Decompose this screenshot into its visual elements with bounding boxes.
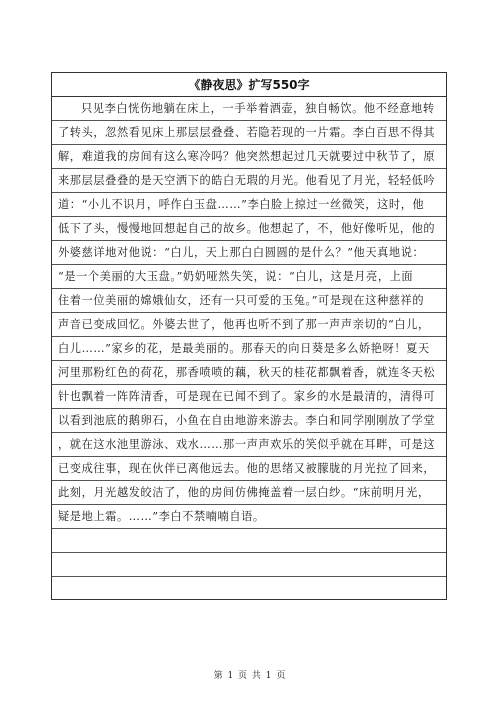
text-line: 已变成往事，现在伙伴已离他远去。他的思绪又被朦胧的月光拉了回来， (52, 457, 446, 481)
text-lines (52, 97, 446, 601)
text-line: 声音已变成回忆。外婆去世了，他再也听不到了那一声声亲切的“白儿， (52, 313, 446, 337)
text-line (52, 529, 446, 553)
text-line: 只见李白恍伤地躺在床上，一手举着酒壶，独自畅饮。他不经意地转 (52, 97, 446, 121)
text-line: “是一个美丽的大玉盘。”奶奶哑然失笑，说：“白儿，这是月亮，上面 (52, 265, 446, 289)
text-line: 以看到池底的鹅卵石，小鱼在自由地游来游去。李白和同学刚刚放了学堂 (52, 409, 446, 433)
lined-paper (51, 72, 447, 600)
text-line: ，就在这水池里游泳、戏水……那一声声欢乐的笑似乎就在耳畔，可是这 (52, 433, 446, 457)
text-line (52, 553, 446, 577)
text-line: 外婆慈详地对他说：“白儿，天上那白白圆圆的是什么？”他天真地说： (52, 241, 446, 265)
text-line: 疑是地上霜。……”李白不禁喃喃自语。 (52, 505, 446, 529)
text-line: 来那层层叠叠的是天空洒下的皓白无瑕的月光。他看见了月光，轻轻低吟 (52, 169, 446, 193)
text-line: 低下了头，慢慢地回想起自己的故乡。他想起了，不，他好像听见，他的 (52, 217, 446, 241)
document-title: 《静夜思》扩写550字 (52, 73, 446, 97)
text-line: 此刻，月光越发皎洁了，他的房间仿佛掩盖着一层白纱。“床前明月光， (52, 481, 446, 505)
text-line: 住着一位美丽的嫦娥仙女，还有一只可爱的玉兔。”可是现在这种慈祥的 (52, 289, 446, 313)
text-line: 河里那粉红色的荷花，那香喷喷的藕，秋天的桂花都飘着香，就连冬天松 (52, 361, 446, 385)
text-line: 白儿……”家乡的花，是最美丽的。那春天的向日葵是多么娇艳呀！夏天 (52, 337, 446, 361)
text-line: 了转头，忽然看见床上那层层叠叠、若隐若现的一片霜。李白百思不得其 (52, 121, 446, 145)
page-indicator: 第 1 页 共 1 页 (213, 671, 287, 681)
text-line: 解，难道我的房间有这么寒冷吗？他突然想起过几天就要过中秋节了，原 (52, 145, 446, 169)
text-line: 针也飘着一阵阵清香，可是现在已闻不到了。家乡的水是最清的，清得可 (52, 385, 446, 409)
text-line: 道：“小儿不识月，呼作白玉盘……”李白脸上掠过一丝微笑，这时，他 (52, 193, 446, 217)
text-line (52, 577, 446, 601)
